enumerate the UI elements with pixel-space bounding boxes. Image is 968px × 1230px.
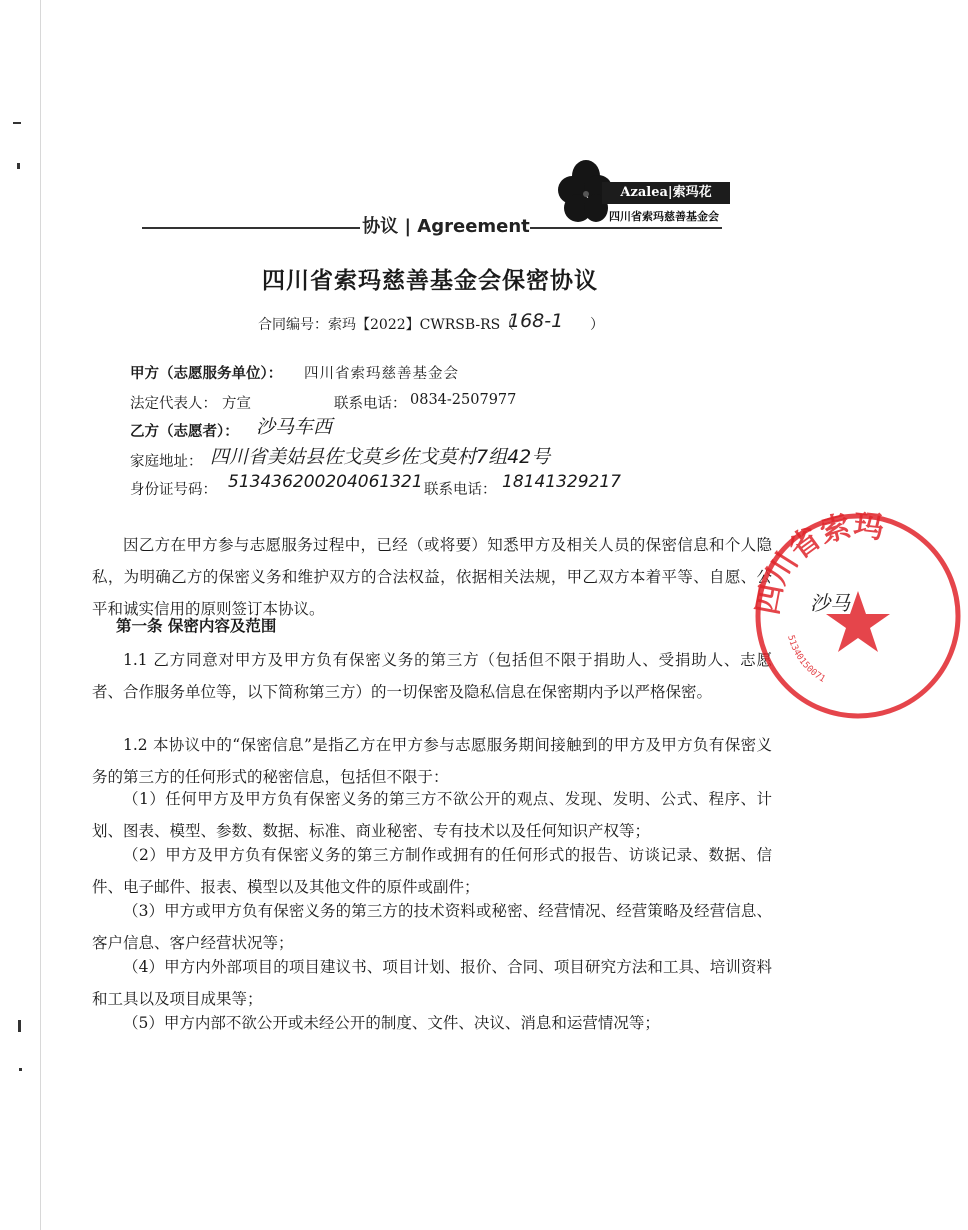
document-title: 四川省索玛慈善基金会保密协议: [262, 268, 598, 294]
logo-brand: Azalea|索玛花: [602, 182, 730, 204]
seal-number: 51340150071: [785, 634, 827, 685]
clause-item-5: （5）甲方内部不欲公开或未经公开的制度、文件、决议、消息和运营情况等；: [123, 1014, 660, 1032]
scan-mark: [18, 1020, 21, 1032]
contract-number-handwritten: 168-1: [508, 310, 564, 332]
party-a-label: 甲方（志愿服务单位）：: [130, 366, 283, 382]
party-a-phone-label: 联系电话：: [334, 396, 407, 412]
seal-text: 四川省索玛: [750, 507, 886, 618]
party-a-name: 四川省索玛慈善基金会: [304, 366, 459, 382]
contract-number-label: 合同编号：索玛【2022】CWRSB-RS（: [258, 317, 515, 333]
party-b-phone-label: 联系电话：: [424, 482, 497, 498]
contract-number-suffix: ）: [590, 317, 604, 333]
clause-item-4: （4）甲方内外部项目的项目建议书、项目计划、报价、合同、项目研究方法和工具、培训资料和工具以及项目成果等；: [92, 958, 772, 1008]
clause-1-2: 1.2 本协议中的“保密信息”是指乙方在甲方参与志愿服务期间接触到的甲方及甲方负有保密义务的第三方的任何形式的秘密信息，包括但不限于：: [92, 736, 772, 786]
scan-mark: [19, 1068, 22, 1071]
header-rule: [530, 227, 722, 229]
id-number-label: 身份证号码：: [130, 482, 217, 498]
scan-mark: [17, 163, 20, 169]
party-a-phone: 0834-2507977: [410, 392, 517, 408]
clause-item-2: （2）甲方及甲方负有保密义务的第三方制作或拥有的任何形式的报告、访谈记录、数据、信件、电子邮件、报表、模型以及其他文件的原件或副件；: [92, 846, 772, 896]
home-address-label: 家庭地址：: [130, 454, 203, 470]
party-b-phone-handwritten: 18141329217: [502, 472, 621, 492]
logo-org-name: 四川省索玛慈善基金会: [609, 210, 719, 223]
section-1-title: 第一条 保密内容及范围: [116, 617, 277, 635]
id-number-handwritten: 513436200204061321: [228, 472, 423, 492]
intro-paragraph: 因乙方在甲方参与志愿服务过程中，已经（或将要）知悉甲方及相关人员的保密信息和个人隐私，为明确乙方的保密义务和维护双方的合法权益，依据相关法规，甲乙双方本着平等、自愿、公平和诚实信用的原则签订本协议。: [92, 536, 772, 618]
foundation-logo: [550, 158, 740, 230]
scan-mark: [13, 122, 21, 124]
scan-margin-line: [40, 0, 41, 1230]
legal-rep-name: 方宣: [222, 396, 251, 412]
party-b-label: 乙方（志愿者）：: [130, 424, 239, 440]
svg-text:51340150071: [785, 634, 827, 685]
clause-1-1: 1.1 乙方同意对甲方及甲方负有保密义务的第三方（包括但不限于捐助人、受捐助人、志愿者、合作服务单位等，以下简称第三方）的一切保密及隐私信息在保密期内予以严格保密。: [92, 651, 772, 701]
clause-item-3: （3）甲方或甲方负有保密义务的第三方的技术资料或秘密、经营情况、经营策略及经营信息、客户信息、客户经营状况等；: [92, 902, 772, 952]
seal-signature: 沙马: [810, 591, 850, 615]
header-rule: [142, 227, 360, 229]
home-address-handwritten: 四川省美姑县佐戈莫乡佐戈莫村7组42号: [210, 446, 551, 468]
legal-rep-label: 法定代表人：: [130, 396, 217, 412]
official-seal-stamp: [748, 506, 968, 726]
clause-item-1: （1）任何甲方及甲方负有保密义务的第三方不欲公开的观点、发现、发明、公式、程序、计划、图表、模型、参数、数据、标准、商业秘密、专有技术以及任何知识产权等；: [92, 790, 772, 840]
party-b-name-handwritten: 沙马车西: [256, 416, 333, 438]
header-label: 协议 | Agreement: [362, 216, 530, 237]
